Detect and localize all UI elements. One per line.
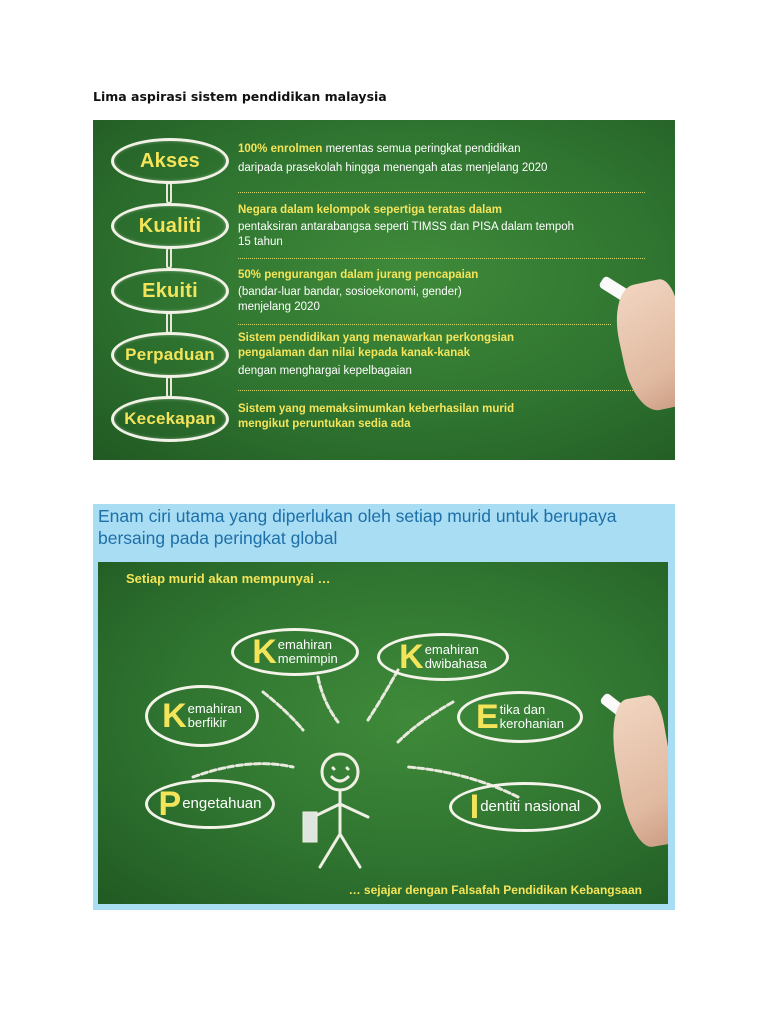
divider bbox=[238, 324, 611, 325]
arrow-ethics bbox=[398, 702, 453, 742]
trait-bilingual bbox=[377, 633, 509, 681]
aspiration-label-kualiti: Kualiti bbox=[111, 203, 229, 249]
divider bbox=[238, 390, 641, 391]
aspiration-highlight: mengikut peruntukan sedia ada bbox=[238, 418, 411, 430]
trait-initial: P bbox=[158, 785, 182, 823]
aspiration-highlight: pengalaman dan nilai kepada kanak-kanak bbox=[238, 347, 471, 359]
arrow-thinking bbox=[263, 692, 303, 730]
trait-label: engetahuan bbox=[182, 795, 262, 812]
aspiration-description-kecekapan bbox=[238, 402, 514, 432]
trait-label: emahiran memimpin bbox=[277, 637, 338, 666]
traits-panel bbox=[93, 504, 675, 910]
traits-footer: … sejajar dengan Falsafah Pendidikan Kebangsaan bbox=[348, 883, 642, 897]
aspiration-description-kualiti bbox=[238, 203, 574, 250]
aspiration-label-kecekapan: Kecekapan bbox=[111, 396, 229, 442]
aspiration-text: dengan menghargai kepelbagaian bbox=[238, 365, 412, 377]
trait-leadership bbox=[231, 628, 359, 676]
trait-initial: K bbox=[399, 638, 424, 676]
aspiration-text: pentaksiran antarabangsa seperti TIMSS dan PISA dalam tempoh bbox=[238, 221, 575, 233]
aspiration-highlight: Negara dalam kelompok sepertiga teratas dalam bbox=[238, 204, 502, 216]
traits-panel-title: Enam ciri utama yang diperlukan oleh setiap murid untuk berupaya bersaing pada peringkat global bbox=[98, 506, 617, 548]
aspiration-highlight: 50% pengurangan dalam jurang pencapaian bbox=[238, 269, 479, 281]
chain-link bbox=[166, 376, 172, 398]
trait-label: emahiran berfikir bbox=[187, 701, 242, 730]
trait-knowledge bbox=[145, 779, 275, 829]
stick-figure-head bbox=[322, 754, 358, 790]
aspiration-description-perpaduan bbox=[238, 331, 514, 379]
trait-label: dentiti nasional bbox=[480, 798, 581, 815]
trait-label: tika dan kerohanian bbox=[499, 702, 564, 731]
trait-identity bbox=[449, 782, 601, 832]
aspiration-text: merentas semua peringkat pendidikan bbox=[322, 143, 521, 155]
arrow-knowledge bbox=[193, 764, 293, 777]
trait-thinking bbox=[145, 685, 259, 747]
trait-initial: K bbox=[162, 697, 187, 735]
aspiration-label-akses: Akses bbox=[111, 138, 229, 184]
chain-link bbox=[166, 182, 172, 204]
aspiration-text: (bandar-luar bandar, sosioekonomi, gender) bbox=[238, 286, 462, 298]
aspiration-highlight: Sistem yang memaksimumkan keberhasilan murid bbox=[238, 403, 515, 415]
trait-label: emahiran dwibahasa bbox=[424, 642, 487, 671]
aspiration-description-akses bbox=[238, 142, 547, 176]
trait-initial: I bbox=[469, 788, 480, 826]
traits-intro: Setiap murid akan mempunyai … bbox=[126, 571, 331, 586]
trait-initial: E bbox=[475, 698, 499, 736]
aspiration-text: 15 tahun bbox=[238, 236, 283, 248]
divider bbox=[238, 192, 645, 193]
aspiration-text: menjelang 2020 bbox=[238, 301, 320, 313]
aspiration-highlight: 100% enrolmen bbox=[238, 143, 323, 155]
aspirations-chalkboard-image bbox=[93, 120, 675, 460]
aspiration-label-perpaduan: Perpaduan bbox=[111, 332, 229, 378]
aspiration-text: daripada prasekolah hingga menengah atas menjelang 2020 bbox=[238, 162, 548, 174]
trait-ethics bbox=[457, 691, 583, 743]
trait-initial: K bbox=[252, 633, 277, 671]
aspiration-description-ekuiti bbox=[238, 268, 478, 315]
book-icon bbox=[303, 812, 317, 842]
traits-chalkboard-image bbox=[98, 562, 668, 904]
arrow-leadership bbox=[318, 677, 338, 722]
chain-link bbox=[166, 312, 172, 334]
aspiration-label-ekuiti: Ekuiti bbox=[111, 268, 229, 314]
aspiration-highlight: Sistem pendidikan yang menawarkan perkongsian bbox=[238, 332, 515, 344]
arrow-bilingual bbox=[368, 670, 398, 720]
chain-link bbox=[166, 247, 172, 269]
document-title: Lima aspirasi sistem pendidikan malaysia bbox=[93, 89, 387, 104]
divider bbox=[238, 258, 645, 259]
